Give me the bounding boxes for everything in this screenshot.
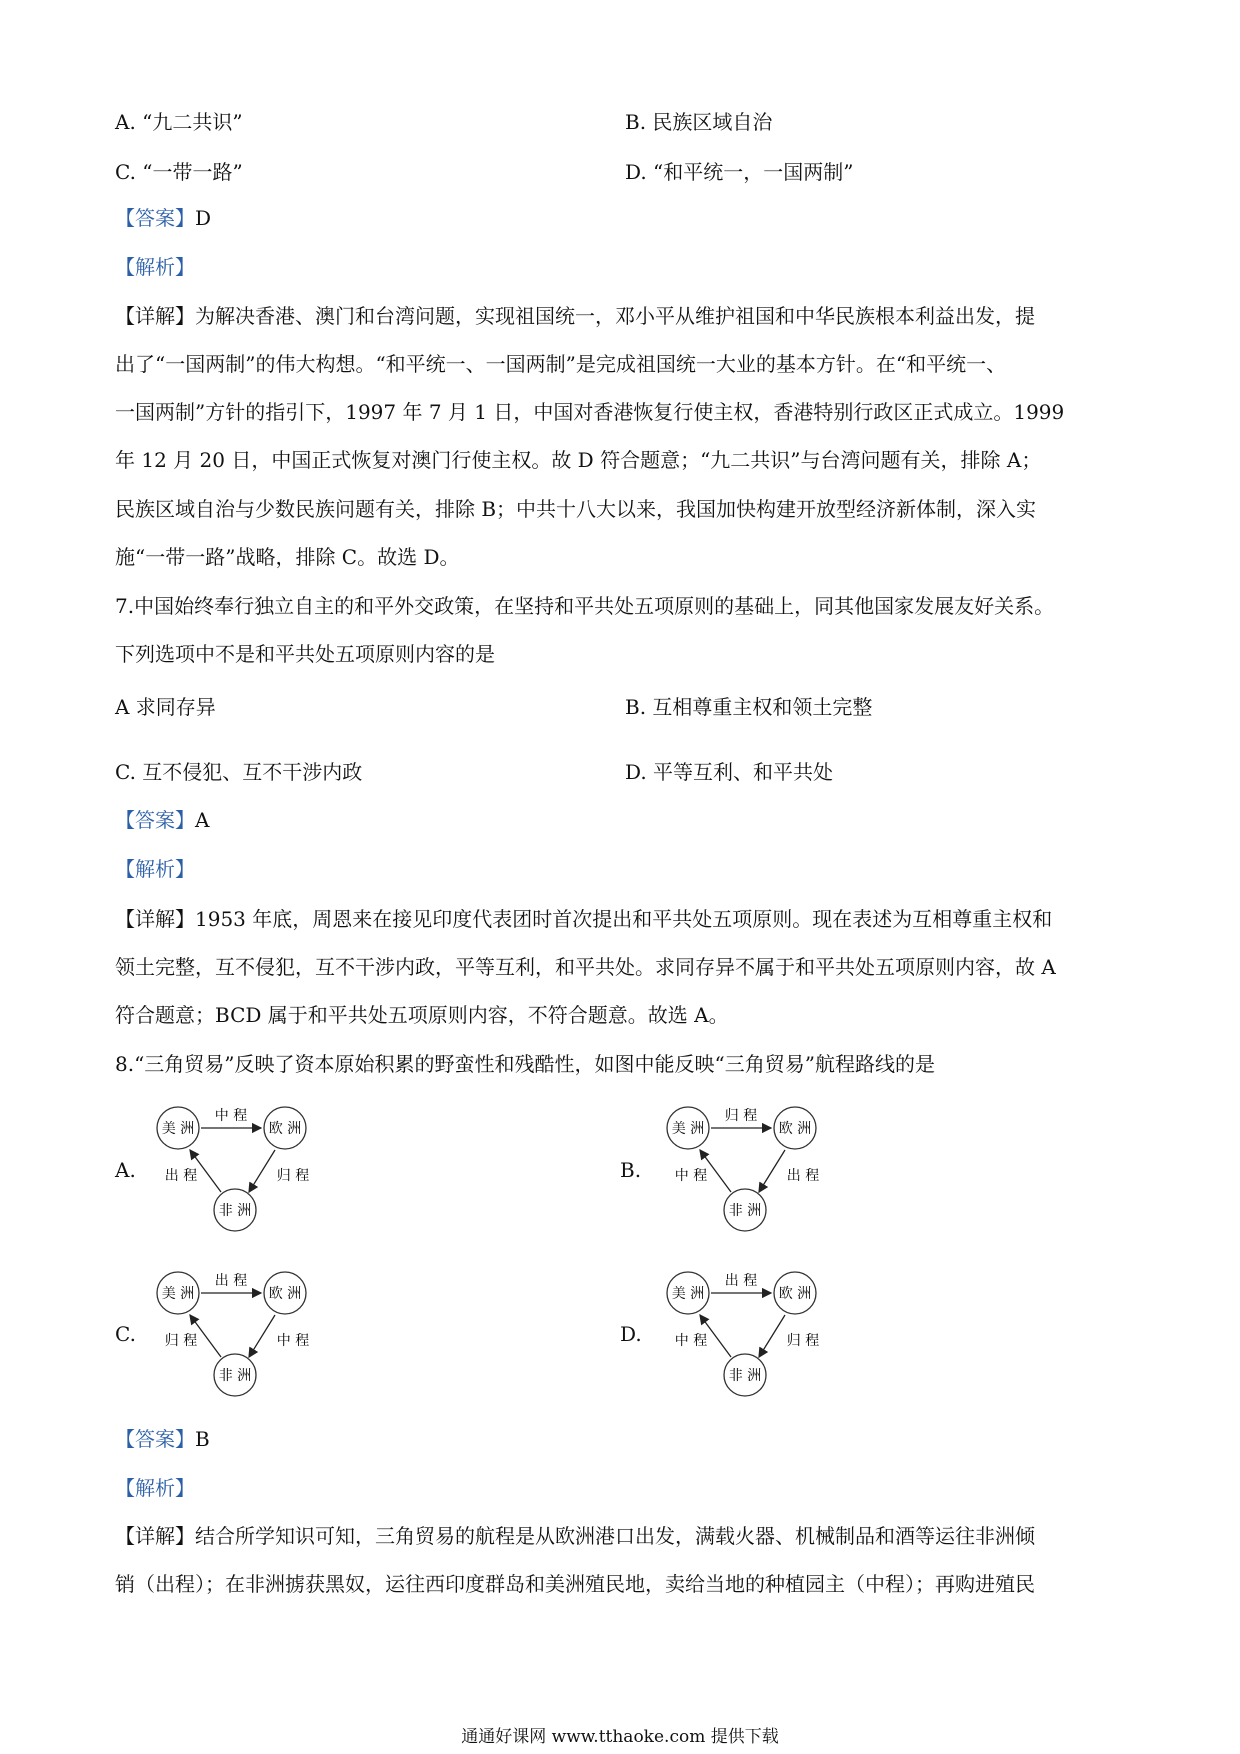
label-left: 出 程 (164, 1168, 198, 1184)
q8-option-b-letter: B. (620, 1158, 642, 1182)
q7-stem-line-1: 7.中国始终奉行独立自主的和平外交政策，在坚持和平共处五项原则的基础上，同其他国家发展友好关系。 (115, 594, 1055, 618)
q6-answer (115, 204, 211, 232)
q8-diagram-d (665, 1265, 835, 1400)
q8-option-c-letter: C. (115, 1322, 136, 1346)
label-left: 归 程 (164, 1333, 198, 1349)
q8-detail-line-1 (115, 1522, 1035, 1550)
answer-tag: 【答案】 (115, 808, 195, 832)
q7-detail-line-2: 领土完整，互不侵犯，互不干涉内政，平等互利，和平共处。求同存异不属于和平共处五项原则内容，故 A (115, 955, 1056, 979)
q7-option-d: D. 平等互利、和平共处 (625, 760, 834, 784)
q8-diagram-c (155, 1265, 325, 1400)
q6-detail-line-2: 出了“一国两制”的伟大构想。“和平统一、一国两制”是完成祖国统一大业的基本方针。在“和平统一、 (115, 352, 1007, 376)
q6-detail-line-5: 民族区域自治与少数民族问题有关，排除 B；中共十八大以来，我国加快构建开放型经济新体制，深入实 (115, 497, 1037, 521)
answer-tag: 【答案】 (115, 206, 195, 230)
page-footer: 通通好课网 www.tthaoke.com 提供下载 (461, 1727, 779, 1747)
label-right: 归 程 (786, 1333, 820, 1349)
detail-tag: 【详解】 (115, 907, 195, 931)
q7-stem-line-2: 下列选项中不是和平共处五项原则内容的是 (115, 642, 495, 666)
q6-detail-line-4: 年 12 月 20 日，中国正式恢复对澳门行使主权。故 D 符合题意；“九二共识”与台湾问题有关，排除 A； (115, 448, 1042, 472)
q6-detail-line-1 (115, 302, 1035, 330)
arrow-right (249, 1315, 275, 1357)
label-top: 中 程 (214, 1108, 248, 1124)
q7-detail-line-3: 符合题意；BCD 属于和平共处五项原则内容，不符合题意。故选 A。 (115, 1003, 729, 1027)
label-europe: 欧 洲 (268, 1121, 302, 1137)
arrow-right (759, 1150, 785, 1192)
q8-option-d-letter: D. (620, 1322, 642, 1346)
q8-diagram-b (665, 1100, 835, 1235)
q7-answer (115, 806, 209, 834)
label-europe: 欧 洲 (268, 1286, 302, 1302)
q7-option-b: B. 互相尊重主权和领土完整 (625, 695, 873, 719)
label-top: 出 程 (214, 1273, 248, 1289)
label-america: 美 洲 (671, 1286, 705, 1302)
q8-stem: 8.“三角贸易”反映了资本原始积累的野蛮性和残酷性，如图中能反映“三角贸易”航程路线的是 (115, 1052, 935, 1076)
arrow-right (249, 1150, 275, 1192)
q7-detail-line-1 (115, 905, 1052, 933)
answer-value: D (195, 206, 212, 230)
label-top: 归 程 (724, 1108, 758, 1124)
label-africa: 非 洲 (728, 1203, 762, 1219)
label-left: 中 程 (674, 1168, 708, 1184)
q8-option-a-letter: A. (115, 1158, 136, 1182)
q6-option-d: D. “和平统一，一国两制” (625, 160, 854, 184)
q6-option-c: C. “一带一路” (115, 160, 243, 184)
label-right: 归 程 (276, 1168, 310, 1184)
q8-diagram-a (155, 1100, 325, 1235)
detail-tag: 【详解】 (115, 1524, 195, 1548)
detail-text: 为解决香港、澳门和台湾问题，实现祖国统一，邓小平从维护祖国和中华民族根本利益出发，提 (195, 304, 1035, 328)
q6-option-a: A. “九二共识” (115, 110, 243, 134)
q8-analysis-tag: 【解析】 (115, 1476, 195, 1500)
q6-detail-line-3: 一国两制”方针的指引下，1997 年 7 月 1 日，中国对香港恢复行使主权，香港特别行政区正式成立。1999 (115, 400, 1065, 424)
q7-analysis-tag: 【解析】 (115, 857, 195, 881)
q8-answer (115, 1425, 210, 1453)
label-top: 出 程 (724, 1273, 758, 1289)
q7-option-c: C. 互不侵犯、互不干涉内政 (115, 760, 363, 784)
answer-value: A (195, 808, 210, 832)
label-africa: 非 洲 (218, 1368, 252, 1384)
answer-tag: 【答案】 (115, 1427, 195, 1451)
label-africa: 非 洲 (218, 1203, 252, 1219)
q6-detail-line-6: 施“一带一路”战略，排除 C。故选 D。 (115, 545, 460, 569)
label-america: 美 洲 (161, 1286, 195, 1302)
label-america: 美 洲 (161, 1121, 195, 1137)
detail-tag: 【详解】 (115, 304, 195, 328)
q6-option-b: B. 民族区域自治 (625, 110, 773, 134)
q8-detail-line-2: 销（出程）；在非洲掳获黑奴，运往西印度群岛和美洲殖民地，卖给当地的种植园主（中程）；再购进殖民 (115, 1572, 1035, 1596)
answer-value: B (195, 1427, 210, 1451)
label-left: 中 程 (674, 1333, 708, 1349)
arrow-right (759, 1315, 785, 1357)
label-right: 出 程 (786, 1168, 820, 1184)
detail-text: 结合所学知识可知，三角贸易的航程是从欧洲港口出发，满载火器、机械制品和酒等运往非洲倾 (195, 1524, 1035, 1548)
detail-text: 1953 年底，周恩来在接见印度代表团时首次提出和平共处五项原则。现在表述为互相尊重主权和 (195, 907, 1053, 931)
label-europe: 欧 洲 (778, 1121, 812, 1137)
label-europe: 欧 洲 (778, 1286, 812, 1302)
q6-analysis-tag: 【解析】 (115, 255, 195, 279)
label-africa: 非 洲 (728, 1368, 762, 1384)
q7-option-a: A 求同存异 (115, 695, 216, 719)
label-america: 美 洲 (671, 1121, 705, 1137)
label-right: 中 程 (276, 1333, 310, 1349)
